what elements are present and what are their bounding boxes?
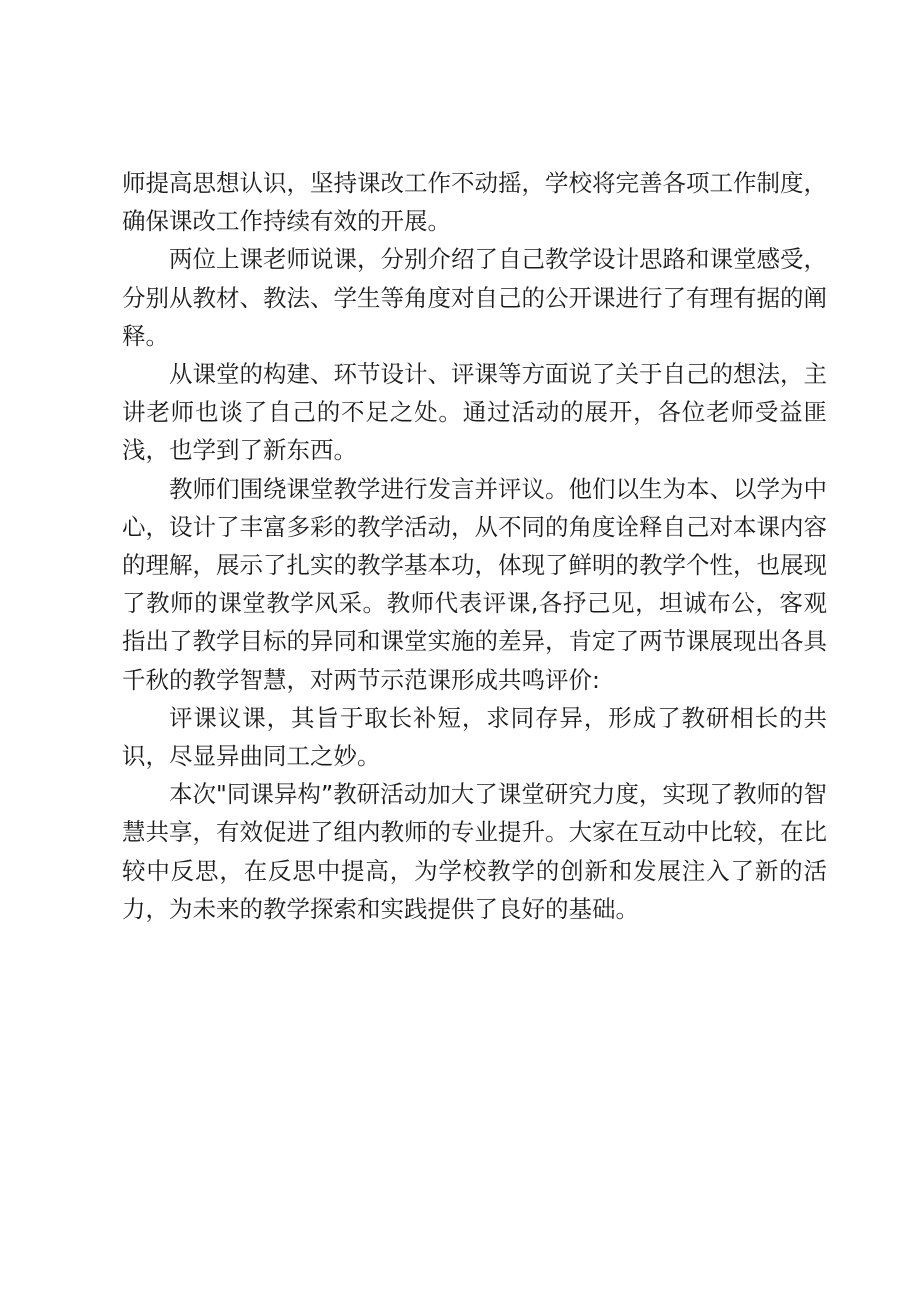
paragraph-classroom-design: 从课堂的构建、环节设计、评课等方面说了关于自己的想法，主讲老师也谈了自己的不足之处。通过活动的展开，各位老师受益匪浅，也学到了新东西。	[122, 360, 827, 465]
paragraph-lesson-evaluation: 评课议课，其旨于取长补短，求同存异，形成了教研相长的共识，尽显异曲同工之妙。	[122, 703, 827, 771]
paragraph-summary: 本次"同课异构”教研活动加大了课堂研究力度，实现了教师的智慧共享，有效促进了组内教师的专业提升。大家在互动中比较，在比较中反思，在反思中提高，为学校教学的创新和发展注入了新的活力，为未来的教学探索和实践提供了良好的基础。	[122, 780, 827, 923]
paragraph-continuation: 师提高思想认识，坚持课改工作不动摇，学校将完善各项工作制度，确保课改工作持续有效的开展。	[122, 169, 827, 236]
paragraph-teacher-presentation: 两位上课老师说课，分别介绍了自己教学设计思路和课堂感受，分别从教材、教法、学生等角度对自己的公开课进行了有理有据的阐释。	[122, 245, 827, 350]
document-body	[122, 164, 827, 928]
paragraph-teacher-discussion: 教师们围绕课堂教学进行发言并评议。他们以生为本、以学为中心，设计了丰富多彩的教学活动，从不同的角度诠释自己对本课内容的理解，展示了扎实的教学基本功，体现了鲜明的教学个性，也展现了教师的课堂教学风采。教师代表评课,各抒己见，坦诚布公，客观指出了教学目标的异同和课堂实施的差异，肯定了两节课展现出各具千秋的教学智慧，对两节示范课形成共鸣评价:	[122, 474, 827, 694]
